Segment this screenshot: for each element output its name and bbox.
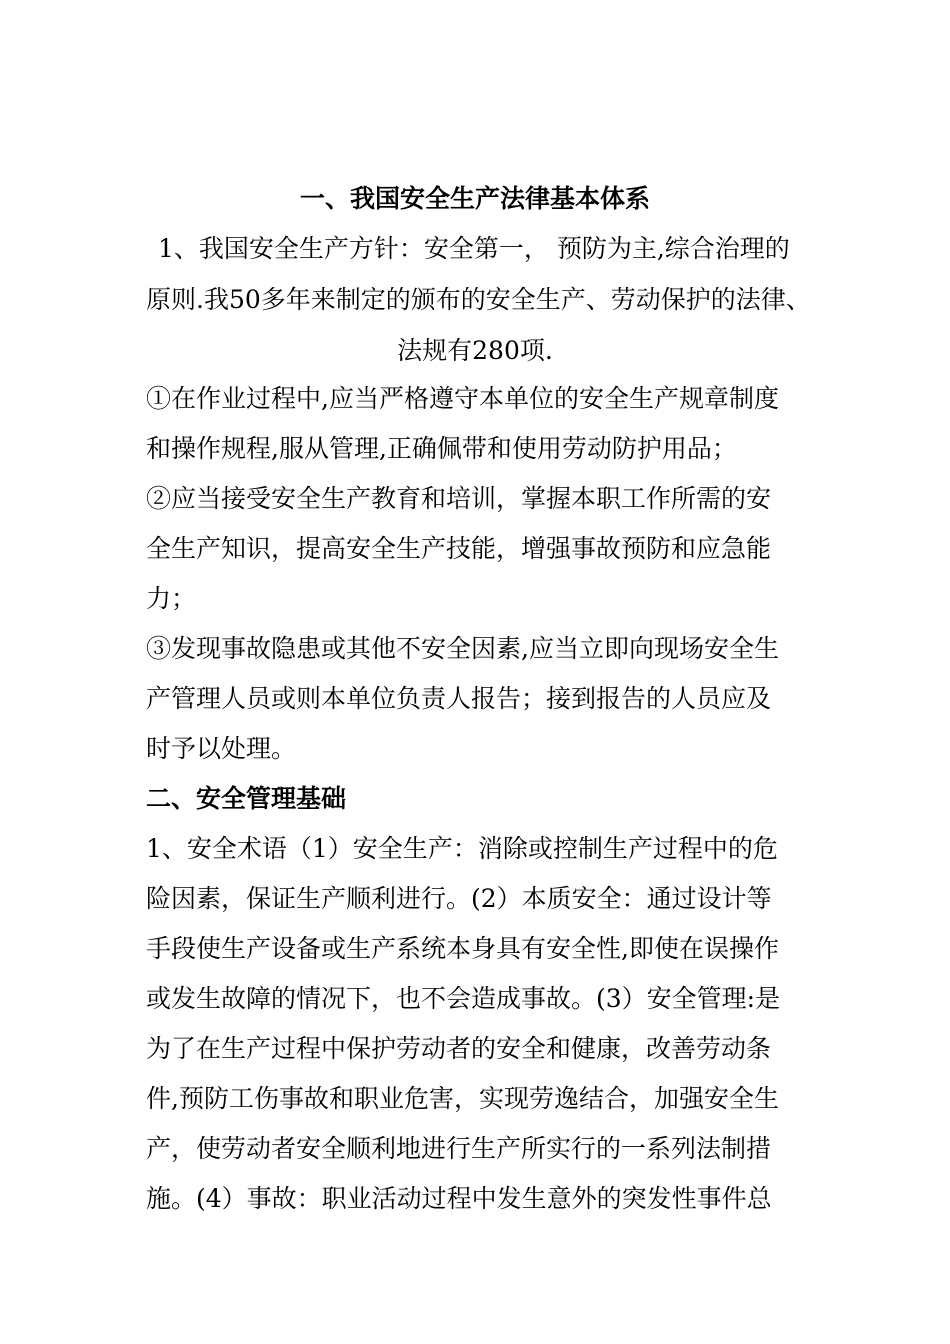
paragraph-line: 产，使劳动者安全顺利地进行生产所实行的一系列法制措 [146,1134,772,1163]
paragraph-line: 或发生故障的情况下，也不会造成事故。(3）安全管理:是 [146,984,781,1013]
paragraph-line: 手段使生产设备或生产系统本身具有安全性,即使在误操作 [146,934,779,963]
list-item-line: ①在作业过程中,应当严格遵守本单位的安全生产规章制度 [146,384,779,413]
list-item-line: 和操作规程,服从管理,正确佩带和使用劳动防护用品； [146,434,737,463]
paragraph-line: 法规有280项. [397,336,553,365]
paragraph-line: 施。(4）事故：职业活动过程中发生意外的突发性事件总 [146,1184,772,1213]
list-item-line: 力； [146,584,197,613]
list-item-line: 时予以处理。 [146,734,297,763]
list-item-line: ②应当接受安全生产教育和培训，掌握本职工作所需的安 [146,484,772,513]
list-item-line: 产管理人员或则本单位负责人报告；接到报告的人员应及 [146,684,772,713]
section-heading-2: 二、安全管理基础 [146,784,347,813]
paragraph-line: 1、我国安全生产方针：安全第一， 预防为主,综合治理的 [158,234,790,263]
paragraph-line: 1、安全术语（1）安全生产：消除或控制生产过程中的危 [146,834,778,863]
list-item-line: 全生产知识，提高安全生产技能，增强事故预防和应急能 [146,534,772,563]
paragraph-line: 原则.我50多年来制定的颁布的安全生产、劳动保护的法律、 [146,285,811,314]
paragraph-line: 险因素，保证生产顺利进行。(2）本质安全：通过设计等 [146,884,772,913]
section-heading-1: 一、我国安全生产法律基本体系 [299,184,650,213]
paragraph-line: 件,预防工伤事故和职业危害，实现劳逸结合，加强安全生 [146,1084,779,1113]
list-item-line: ③发现事故隐患或其他不安全因素,应当立即向现场安全生 [146,634,779,663]
paragraph-line: 为了在生产过程中保护劳动者的安全和健康，改善劳动条 [146,1034,772,1063]
